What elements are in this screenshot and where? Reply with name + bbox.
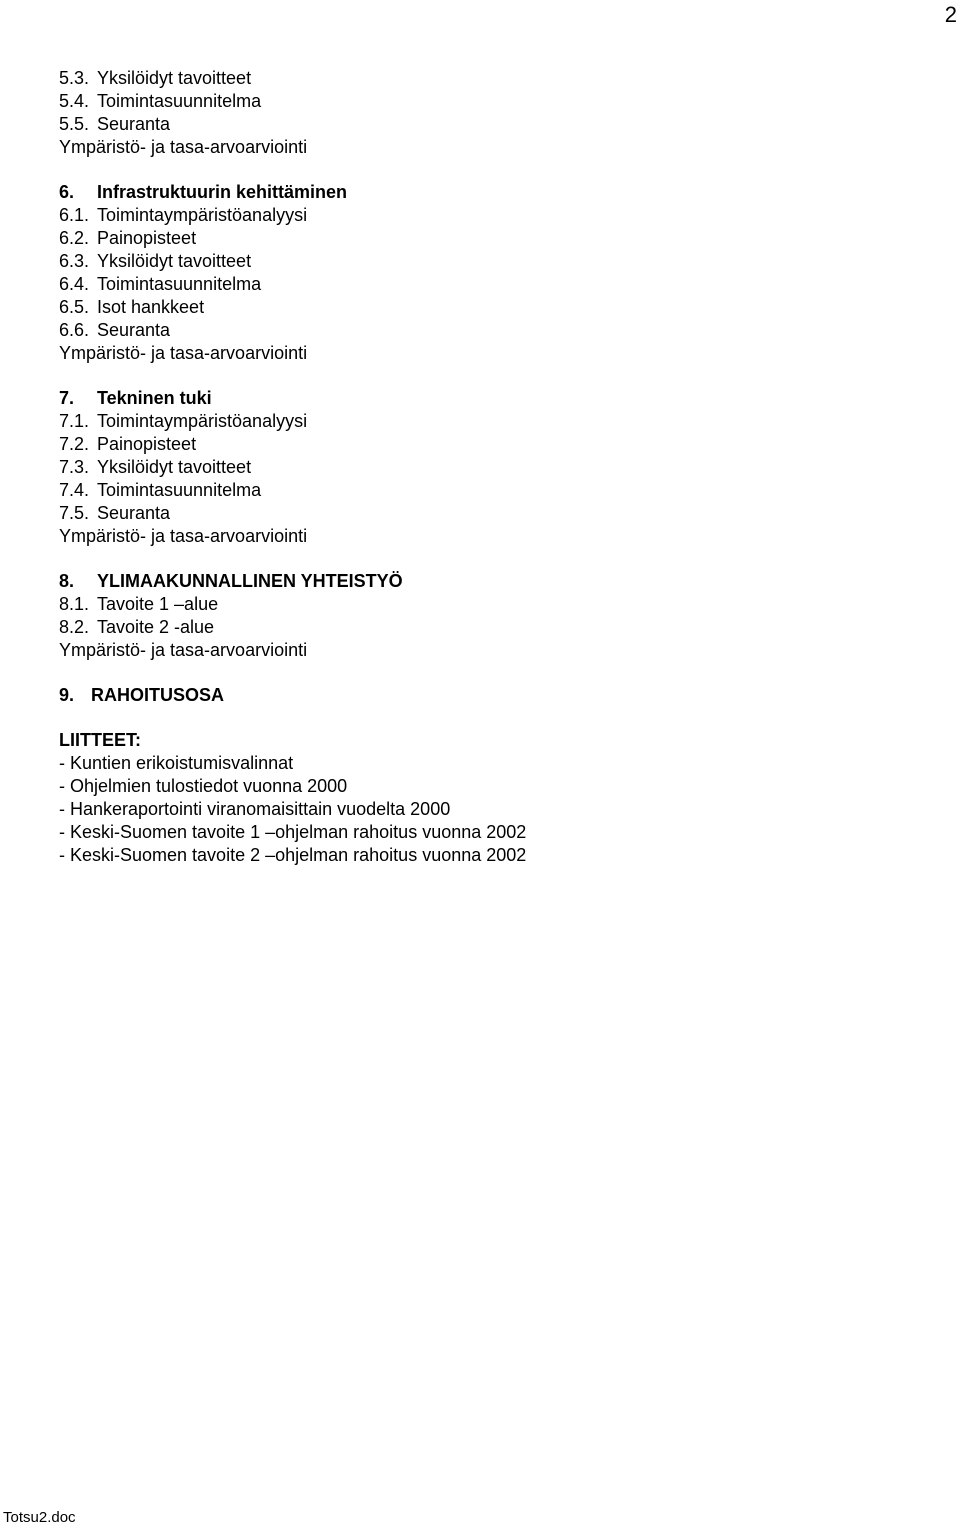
appendices bbox=[59, 729, 919, 867]
page-number: 2 bbox=[944, 2, 957, 27]
toc-item: 5.4. Toimintasuunnitelma bbox=[59, 91, 262, 111]
toc-item: 7.3. Yksilöidyt tavoitteet bbox=[59, 457, 252, 477]
toc-assessment: Ympäristö- ja tasa-arvoarviointi bbox=[59, 137, 308, 157]
section-9 bbox=[59, 684, 919, 707]
toc-item: 6.3. Yksilöidyt tavoitteet bbox=[59, 251, 252, 271]
toc-item: 6.2. Painopisteet bbox=[59, 228, 197, 248]
section-8 bbox=[59, 570, 919, 662]
appendix-item: - Ohjelmien tulostiedot vuonna 2000 bbox=[59, 776, 348, 796]
toc-assessment: Ympäristö- ja tasa-arvoarviointi bbox=[59, 640, 308, 660]
spacer bbox=[59, 159, 919, 181]
section-5-items bbox=[59, 67, 919, 159]
toc-item: 7.5. Seuranta bbox=[59, 503, 171, 523]
spacer bbox=[59, 707, 919, 729]
appendices-heading: LIITTEET: bbox=[59, 730, 141, 750]
section-heading: 9. RAHOITUSOSA bbox=[59, 685, 225, 705]
section-heading: 8. YLIMAAKUNNALLINEN YHTEISTYÖ bbox=[59, 571, 403, 591]
toc-item: 7.2. Painopisteet bbox=[59, 434, 197, 454]
toc-item: 6.4. Toimintasuunnitelma bbox=[59, 274, 262, 294]
toc-item: 5.3. Yksilöidyt tavoitteet bbox=[59, 68, 252, 88]
toc-item: 5.5. Seuranta bbox=[59, 114, 171, 134]
table-of-contents bbox=[59, 67, 919, 867]
section-6 bbox=[59, 181, 919, 365]
section-heading: 7. Tekninen tuki bbox=[59, 388, 212, 408]
appendix-item: - Hankeraportointi viranomaisittain vuodelta 2000 bbox=[59, 799, 451, 819]
footer-filename: Totsu2.doc bbox=[3, 1509, 76, 1526]
spacer bbox=[59, 548, 919, 570]
spacer bbox=[59, 365, 919, 387]
section-7 bbox=[59, 387, 919, 548]
section-heading: 6. Infrastruktuurin kehittäminen bbox=[59, 182, 348, 202]
appendix-item: - Kuntien erikoistumisvalinnat bbox=[59, 753, 294, 773]
spacer bbox=[59, 662, 919, 684]
toc-assessment: Ympäristö- ja tasa-arvoarviointi bbox=[59, 526, 308, 546]
appendix-item: - Keski-Suomen tavoite 1 –ohjelman rahoitus vuonna 2002 bbox=[59, 822, 527, 842]
toc-item: 6.6. Seuranta bbox=[59, 320, 171, 340]
toc-item: 6.1. Toimintaympäristöanalyysi bbox=[59, 205, 308, 225]
toc-item: 7.4. Toimintasuunnitelma bbox=[59, 480, 262, 500]
appendix-item: - Keski-Suomen tavoite 2 –ohjelman rahoitus vuonna 2002 bbox=[59, 845, 527, 865]
toc-item: 7.1. Toimintaympäristöanalyysi bbox=[59, 411, 308, 431]
toc-item: 8.1. Tavoite 1 –alue bbox=[59, 594, 219, 614]
toc-assessment: Ympäristö- ja tasa-arvoarviointi bbox=[59, 343, 308, 363]
toc-item: 8.2. Tavoite 2 -alue bbox=[59, 617, 215, 637]
toc-item: 6.5. Isot hankkeet bbox=[59, 297, 205, 317]
